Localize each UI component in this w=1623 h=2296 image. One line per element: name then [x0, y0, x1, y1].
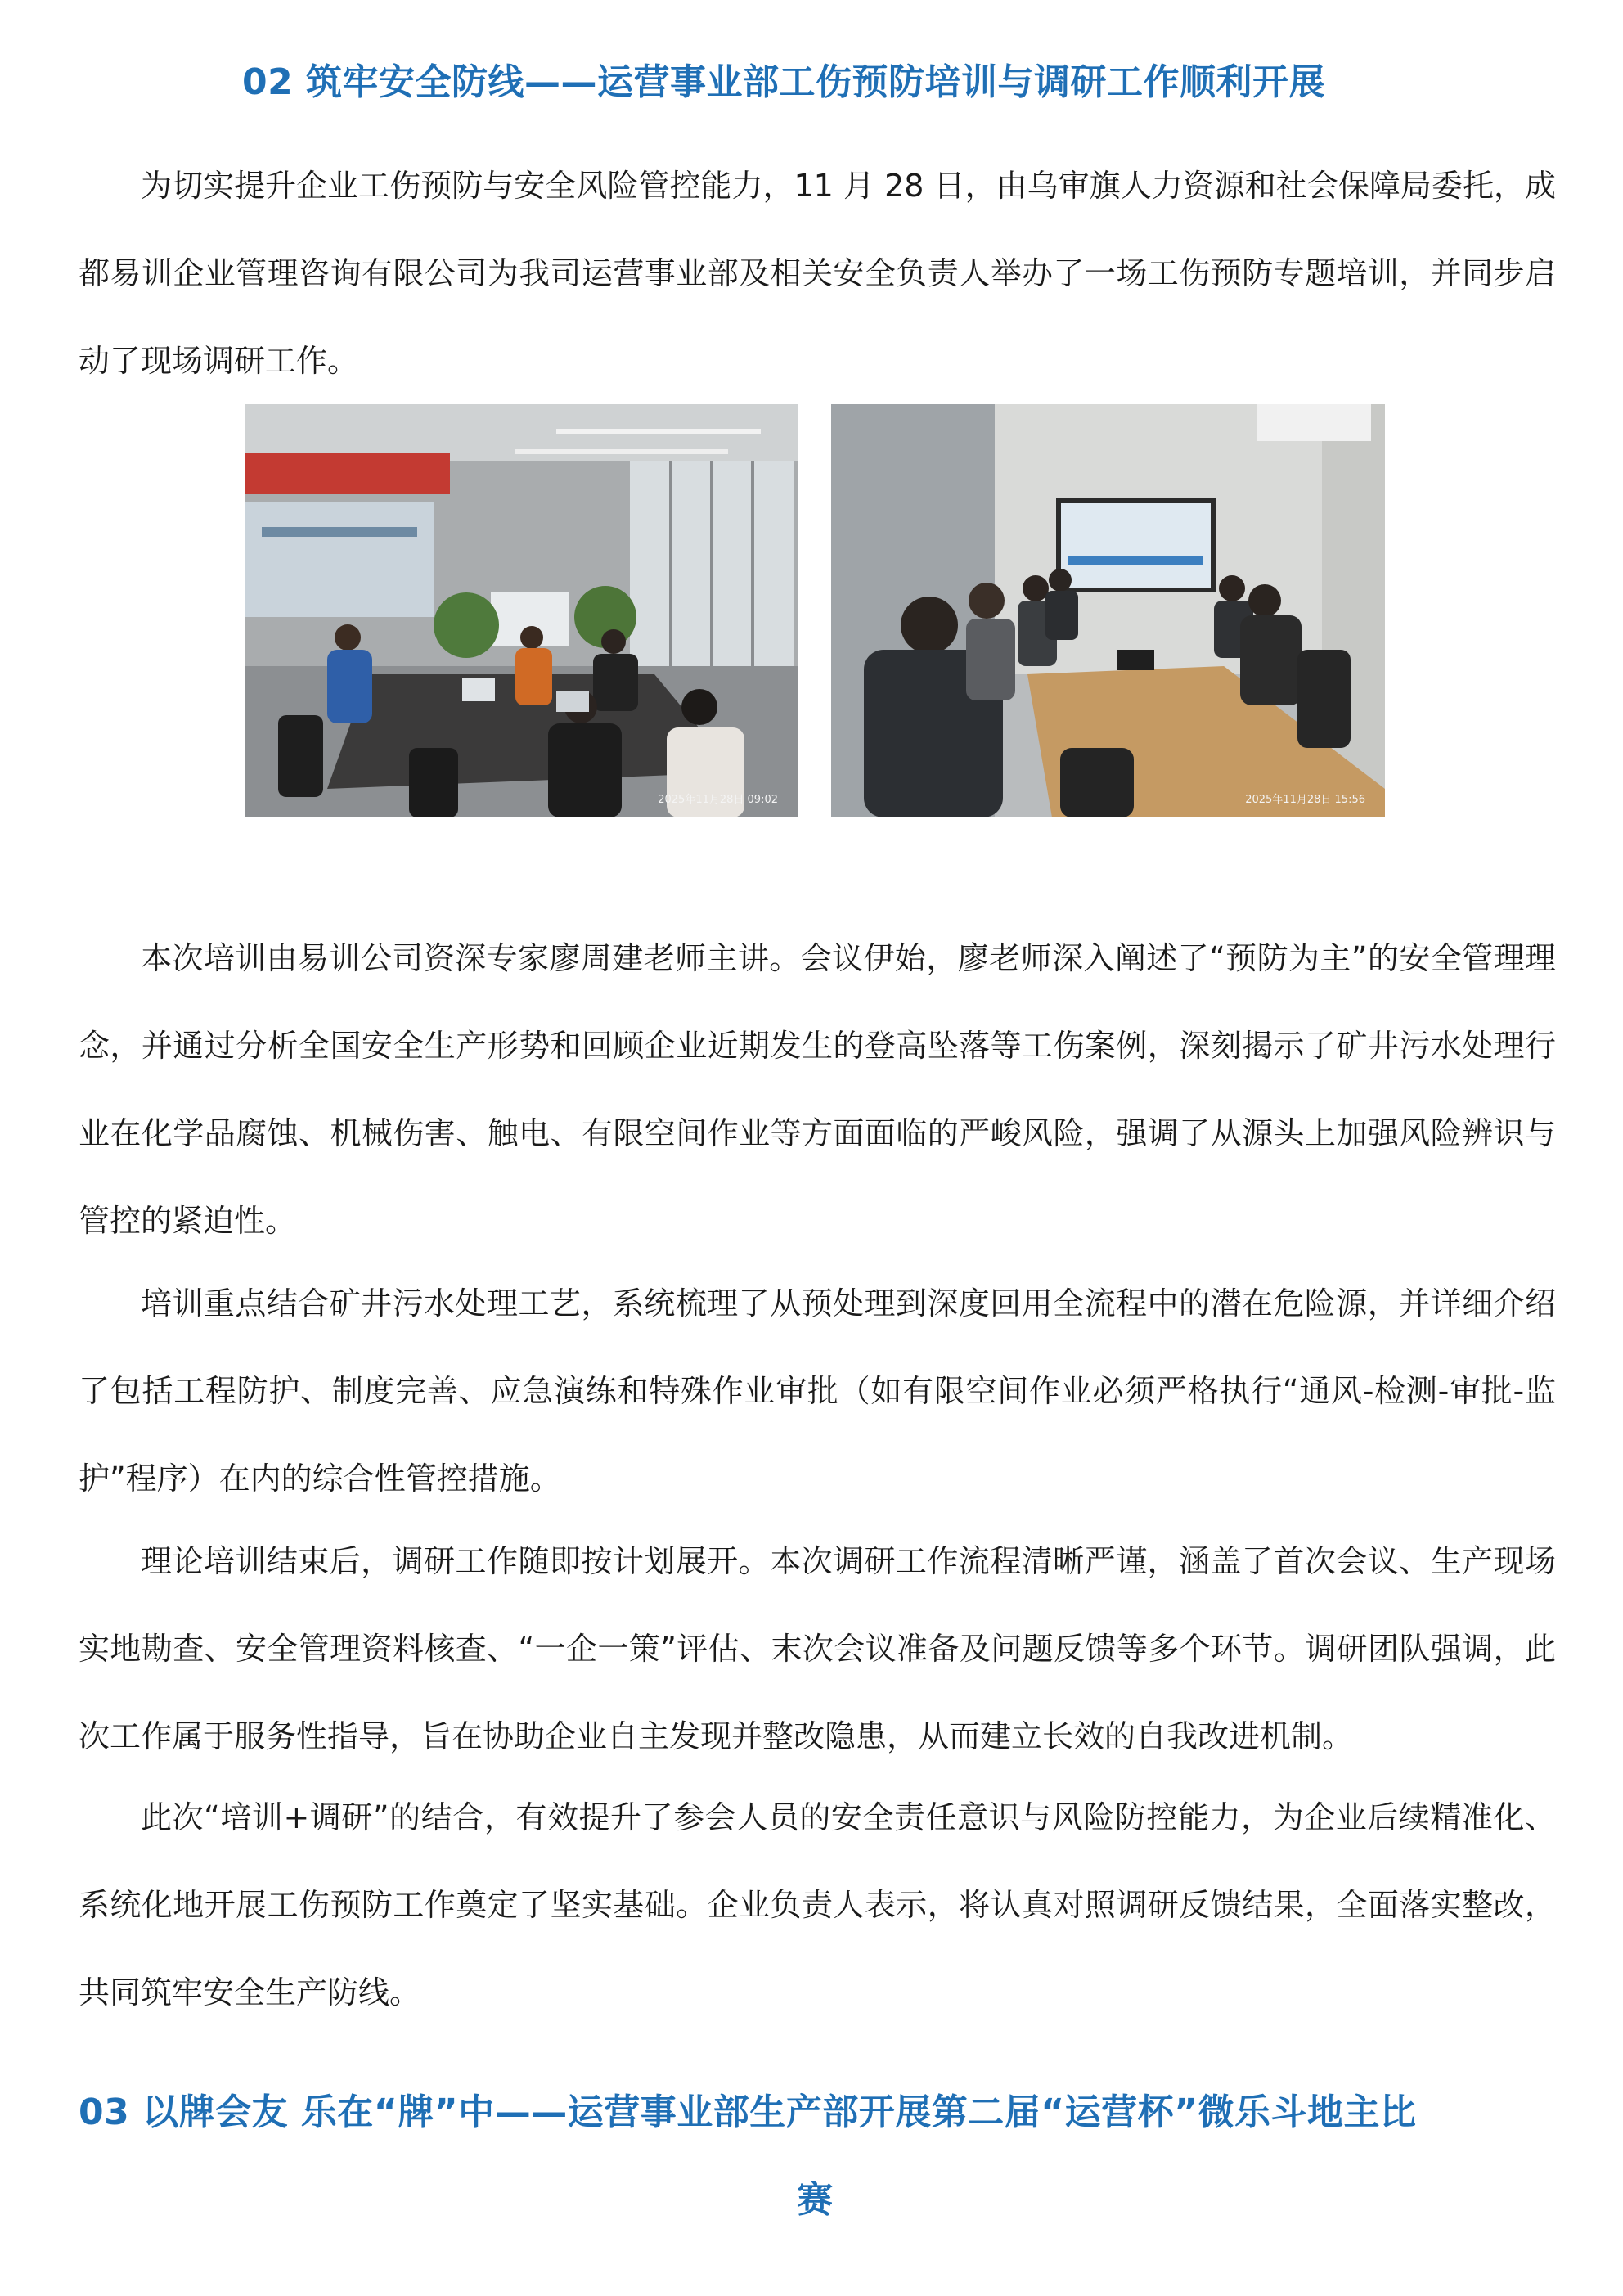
- section-03-title: 03 以牌会友 乐在“牌”中——运营事业部生产部开展第二届“运营杯”微乐斗地主比: [79, 2091, 1417, 2133]
- meeting-room-illustration: [831, 404, 1385, 817]
- paragraph-training-focus: 培训重点结合矿井污水处理工艺，系统梳理了从预处理到深度回用全流程中的潜在危险源，并详细介绍了包括工程防护、制度完善、应急演练和特殊作业审批（如有限空间作业必须严格执行“通风-检测-审批-监护”程序）在内的综合性管控措施。: [79, 1285, 1556, 1497]
- paragraph-conclusion: 此次“培训+调研”的结合，有效提升了参会人员的安全责任意识与风险防控能力，为企业后续精准化、系统化地开展工伤预防工作奠定了坚实基础。企业负责人表示，将认真对照调研反馈结果，全面落实整改，共同筑牢安全生产防线。: [79, 1799, 1556, 2010]
- paragraph-training-content: 本次培训由易训公司资深专家廖周建老师主讲。会议伊始，廖老师深入阐述了“预防为主”的安全管理理念，并通过分析全国安全生产形势和回顾企业近期发生的登高坠落等工伤案例，深刻揭示了矿井污水处理行业在化学品腐蚀、机械伤害、触电、有限空间作业等方面面临的严峻风险，强调了从源头上加强风险辨识与管控的紧迫性。: [79, 940, 1556, 1239]
- photo-timestamp: 2025年11月28日 15:56: [1245, 794, 1365, 806]
- training-photo-left: [245, 404, 798, 817]
- training-room-illustration: [245, 404, 798, 817]
- training-photo-right: [831, 404, 1385, 817]
- section-03-title-continued: 赛: [797, 2179, 834, 2221]
- paragraph-intro: 为切实提升企业工伤预防与安全风险管控能力，11 月 28 日，由乌审旗人力资源和社会保障局委托，成都易训企业管理咨询有限公司为我司运营事业部及相关安全负责人举办了一场工伤预防专题培训，并同步启动了现场调研工作。: [79, 168, 1556, 379]
- paragraph-research-work: 理论培训结束后，调研工作随即按计划展开。本次调研工作流程清晰严谨，涵盖了首次会议、生产现场实地勘查、安全管理资料核查、“一企一策”评估、末次会议准备及问题反馈等多个环节。调研团队强调，此次工作属于服务性指导，旨在协助企业自主发现并整改隐患，从而建立长效的自我改进机制。: [79, 1543, 1556, 1754]
- photo-timestamp: 2025年11月28日 09:02: [658, 794, 778, 806]
- section-02-title: 02 筑牢安全防线——运营事业部工伤预防培训与调研工作顺利开展: [242, 61, 1326, 103]
